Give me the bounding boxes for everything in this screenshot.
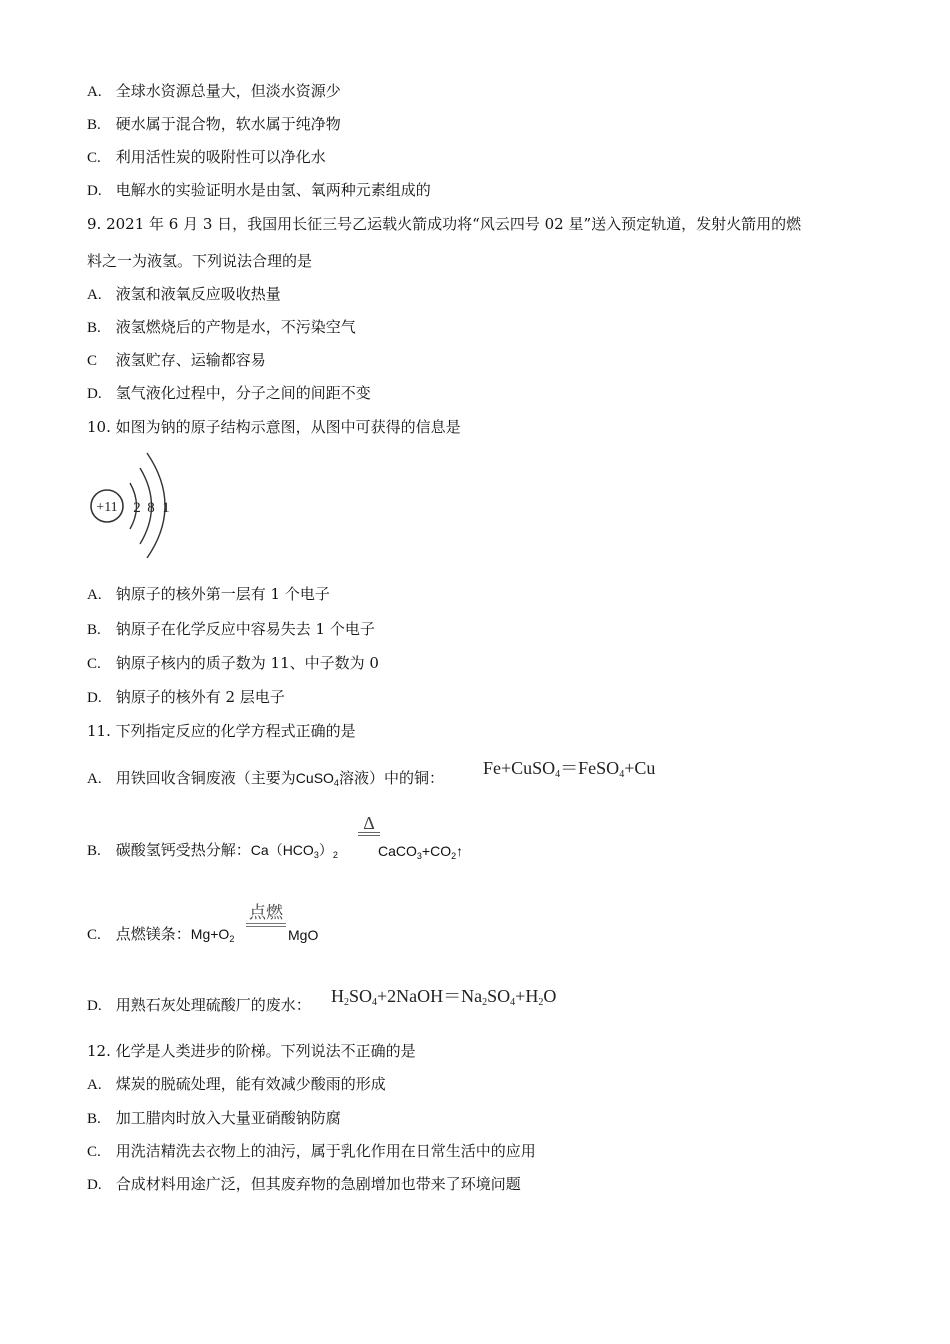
equation-b-products: $CaCO_3+CO_2↑$ xyxy=(378,843,464,861)
q11-option-d: D. 用熟石灰处理硫酸厂的废水： xyxy=(87,996,311,1014)
q12-stem: 12. 化学是人类进步的阶梯。下列说法不正确的是 xyxy=(87,1042,416,1060)
equation-d: $H_2SO_4+2NaOH=Na_2SO_4+H_2O$ xyxy=(331,986,557,1008)
q12-option-d: D. 合成材料用途广泛，但其废弃物的急剧增加也带来了环境问题 xyxy=(87,1175,521,1193)
q8-option-b: B. 硬水属于混合物，软水属于纯净物 xyxy=(87,115,341,133)
q10-option-b: B. 钠原子在化学反应中容易失去 1 个电子 xyxy=(87,620,375,638)
q10-stem: 10. 如图为钠的原子结构示意图，从图中可获得的信息是 xyxy=(87,418,461,436)
equation-c-reactants: $Mg+O_2$ xyxy=(190,926,235,944)
q8-option-d: D. 电解水的实验证明水是由氢、氧两种元素组成的 xyxy=(87,181,431,199)
equation-a: Fe+CuSO$_4$＝FeSO$_4$+Cu xyxy=(483,758,656,780)
heat-condition: Δ xyxy=(358,813,380,836)
q9-option-b: B. 液氢燃烧后的产物是水，不污染空气 xyxy=(87,318,356,336)
shell-1-electrons: 2 xyxy=(133,500,141,516)
nucleus-charge: +11 xyxy=(96,500,118,515)
q10-option-a: A. 钠原子的核外第一层有 1 个电子 xyxy=(87,585,330,603)
q8-option-a: A. 全球水资源总量大，但淡水资源少 xyxy=(87,82,341,100)
shell-3-electrons: 1 xyxy=(162,500,170,516)
q10-option-c: C. 钠原子核内的质子数为 11、中子数为 0 xyxy=(87,654,379,672)
q12-option-c: C. 用洗洁精洗去衣物上的油污，属于乳化作用在日常生活中的应用 xyxy=(87,1142,536,1160)
q11-option-a: A. 用铁回收含铜废液（主要为CuSO$_4$溶液）中的铜： xyxy=(87,769,444,788)
q12-option-b: B. 加工腊肉时放入大量亚硝酸钠防腐 xyxy=(87,1109,341,1127)
q9-option-c: C 液氢贮存、运输都容易 xyxy=(87,351,266,369)
shell-2-electrons: 8 xyxy=(147,500,155,516)
q11-option-b: B. 碳酸氢钙受热分解：$Ca(HCO_3)_2$ xyxy=(87,841,338,860)
equation-b-reactant: $Ca(HCO_3)_2$ xyxy=(250,842,338,860)
q12-option-a: A. 煤炭的脱硫处理，能有效减少酸雨的形成 xyxy=(87,1075,386,1093)
ignite-condition: 点燃 xyxy=(246,898,286,927)
sodium-atom-diagram xyxy=(85,448,185,558)
q10-option-d: D. 钠原子的核外有 2 层电子 xyxy=(87,688,285,706)
q11-option-c: C. 点燃镁条：$Mg+O_2$ xyxy=(87,925,235,944)
q9-option-a: A. 液氢和液氧反应吸收热量 xyxy=(87,285,281,303)
q9-option-d: D. 氢气液化过程中，分子之间的间距不变 xyxy=(87,384,371,402)
cuso4-formula: CuSO$_4$ xyxy=(295,770,339,788)
q11-stem: 11. 下列指定反应的化学方程式正确的是 xyxy=(87,722,356,740)
equation-c-product: MgO xyxy=(288,927,319,943)
q8-option-c: C. 利用活性炭的吸附性可以净化水 xyxy=(87,148,326,166)
q9-stem-line1: 9. 2021 年 6 月 3 日，我国用长征三号乙运载火箭成功将“风云四号 02 星”送入预定轨道，发射火箭用的燃 xyxy=(87,215,802,233)
q9-stem-line2: 料之一为液氢。下列说法合理的是 xyxy=(87,252,313,270)
